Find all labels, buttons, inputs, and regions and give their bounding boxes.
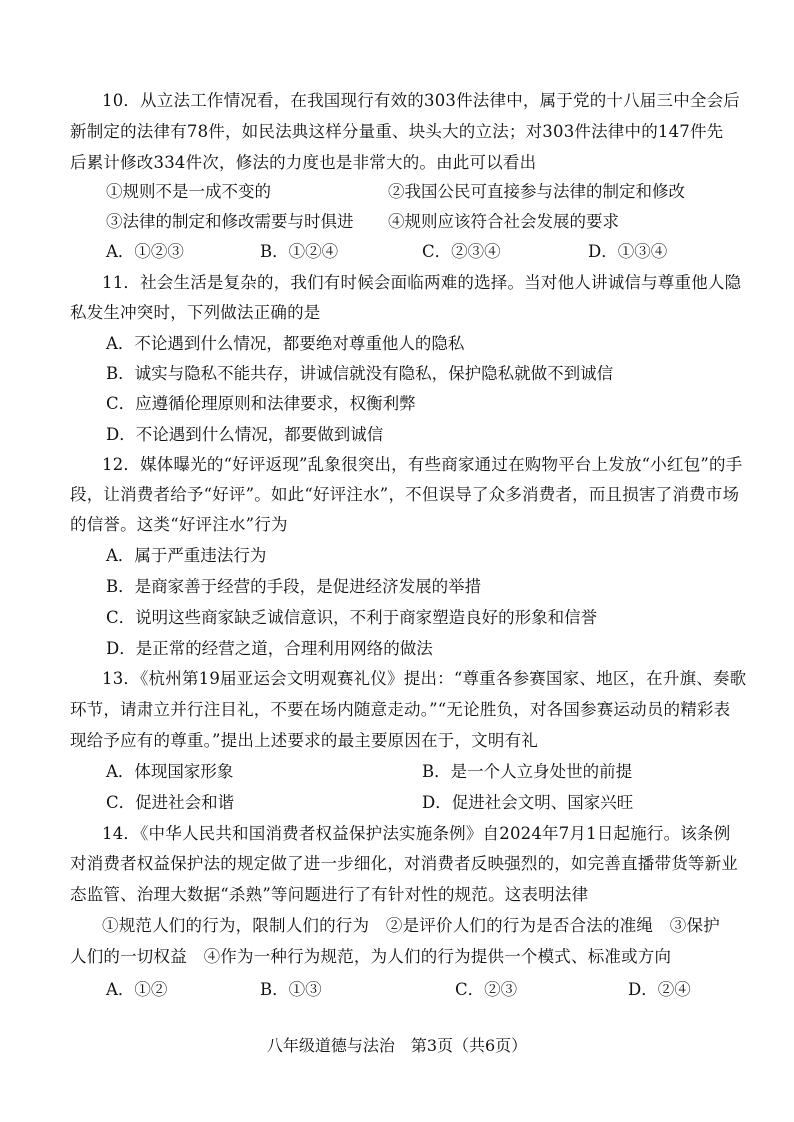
- question-10-statement-1: ①规则不是一成不变的: [106, 182, 271, 201]
- question-11-option-c: C．应遵循伦理原则和法律要求，权衡利弊: [106, 394, 416, 413]
- question-12-option-a: A．属于严重违法行为: [106, 546, 267, 565]
- question-10-option-d: D．①③④: [588, 242, 668, 261]
- question-13-option-b: B．是一个人立身处世的前提: [422, 762, 633, 781]
- question-14-option-d: D．②④: [628, 980, 691, 999]
- question-12-line-1: 12．媒体曝光的“好评返现”乱象很突出，有些商家通过在购物平台上发放“小红包”的手: [102, 455, 743, 474]
- question-12-option-c: C．说明这些商家缺乏诚信意识，不利于商家塑造良好的形象和信誉: [106, 608, 598, 627]
- question-13-line-2: 环节，请肃立并行注目礼，不要在场内随意走动。”“无论胜负，对各国参赛运动员的精彩表: [70, 700, 731, 719]
- question-11-option-a: A．不论遇到什么情况，都要绝对尊重他人的隐私: [106, 334, 465, 353]
- question-12-line-2: 段，让消费者给予“好评”。如此“好评注水”，不但误导了众多消费者，而且损害了消费市场: [70, 485, 740, 504]
- question-14-line-3: 态监管、治理大数据“杀熟”等问题进行了有针对性的规范。这表明法律: [70, 885, 589, 904]
- question-12-line-3: 的信誉。这类“好评注水”行为: [70, 515, 288, 534]
- question-14-line-2: 对消费者权益保护法的规定做了进一步细化，对消费者反映强烈的，如完善直播带货等新业: [70, 854, 738, 873]
- question-14-option-b: B．①③: [260, 980, 322, 999]
- question-10-statement-2: ②我国公民可直接参与法律的制定和修改: [388, 182, 685, 201]
- question-14-line-4: ①规范人们的行为，限制人们的行为 ②是评价人们的行为是否合法的准绳 ③保护: [102, 916, 720, 935]
- page-footer: 八年级道德与法治 第3页（共6页）: [266, 1036, 528, 1055]
- question-10-statement-3: ③法律的制定和修改需要与时俱进: [106, 212, 354, 231]
- question-13-option-a: A．体现国家形象: [106, 762, 234, 781]
- question-11-option-d: D．不论遇到什么情况，都要做到诚信: [106, 425, 384, 444]
- question-14-option-c: C．②③: [455, 980, 518, 999]
- question-10-statement-4: ④规则应该符合社会发展的要求: [388, 212, 619, 231]
- question-10-option-c: C．②③④: [422, 242, 501, 261]
- question-11-line-1: 11．社会生活是复杂的，我们有时候会面临两难的选择。当对他人讲诚信与尊重他人隐: [102, 273, 742, 292]
- question-10-option-a: A．①②③: [106, 242, 184, 261]
- question-13-option-d: D．促进社会文明、国家兴旺: [422, 793, 634, 812]
- question-10-option-b: B．①②④: [260, 242, 339, 261]
- question-10-line-2: 新制定的法律有78件，如民法典这样分量重、块头大的立法；对303件法律中的147件先: [70, 122, 724, 141]
- question-14-line-1: 14．《中华人民共和国消费者权益保护法实施条例》自2024年7月1日起施行。该条例: [102, 824, 731, 843]
- question-11-line-2: 私发生冲突时，下列做法正确的是: [70, 303, 321, 322]
- question-12-option-d: D．是正常的经营之道，合理利用网络的做法: [106, 639, 433, 658]
- question-10-line-3: 后累计修改334件次，修法的力度也是非常大的。由此可以看出: [70, 153, 537, 172]
- question-10-line-1: 10．从立法工作情况看，在我国现行有效的303件法律中，属于党的十八届三中全会后: [102, 91, 740, 110]
- question-13-line-1: 13．《杭州第19届亚运会文明观赛礼仪》提出：“尊重各参赛国家、地区，在升旗、奏歌: [102, 669, 747, 688]
- question-12-option-b: B．是商家善于经营的手段，是促进经济发展的举措: [106, 577, 482, 596]
- question-11-option-b: B．诚实与隐私不能共存，讲诚信就没有隐私，保护隐私就做不到诚信: [106, 364, 614, 383]
- question-14-line-5: 人们的一切权益 ④作为一种行为规范，为人们的行为提供一个模式、标准或方向: [70, 947, 672, 966]
- question-13-option-c: C．促进社会和谐: [106, 793, 235, 812]
- question-14-option-a: A．①②: [106, 980, 168, 999]
- question-13-line-3: 现给予应有的尊重。”提出上述要求的最主要原因在于，文明有礼: [70, 731, 538, 750]
